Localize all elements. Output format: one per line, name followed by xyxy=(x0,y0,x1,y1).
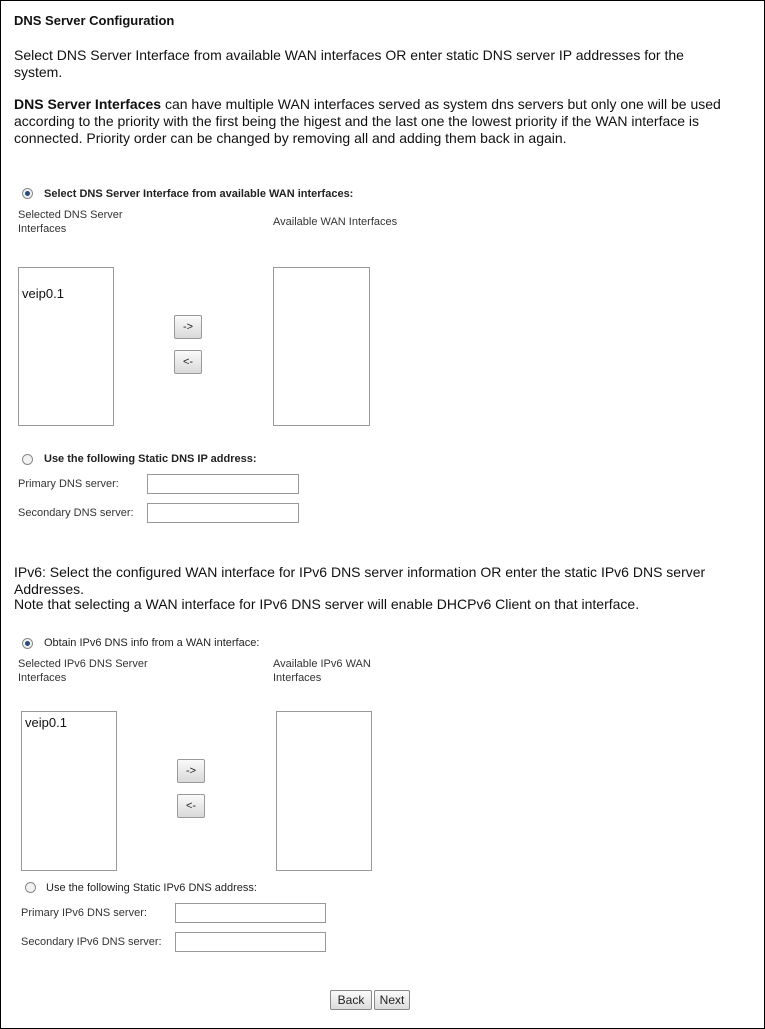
available-wan-interfaces-list[interactable] xyxy=(273,267,370,426)
list-item[interactable]: veip0.1 xyxy=(25,715,67,730)
add-ipv6-interface-button[interactable]: -> xyxy=(177,759,205,783)
primary-dns-input[interactable] xyxy=(147,474,299,494)
next-button[interactable]: Next xyxy=(374,990,410,1010)
interfaces-description-text: can have multiple WAN interfaces served as system dns servers but only one will be used according to the priority with the first being the higest and the last one the lowest priority if the WAN interface is connected. Priority order can be changed by removing all and adding them back in again. xyxy=(14,96,721,146)
selected-ipv6-dns-interfaces-list[interactable] xyxy=(21,711,117,871)
intro-text: Select DNS Server Interface from available WAN interfaces OR enter static DNS server IP addresses for the system. xyxy=(14,47,684,80)
secondary-ipv6-dns-input[interactable] xyxy=(175,932,326,952)
static-dns-label: Use the following Static DNS IP address: xyxy=(44,453,257,465)
add-interface-button[interactable]: -> xyxy=(174,315,202,339)
select-dns-interface-label: Select DNS Server Interface from available WAN interfaces: xyxy=(44,188,354,200)
primary-dns-label: Primary DNS server: xyxy=(18,478,119,490)
static-dns-radio[interactable] xyxy=(22,454,33,465)
secondary-ipv6-dns-label: Secondary IPv6 DNS server: xyxy=(21,936,162,948)
secondary-dns-input[interactable] xyxy=(147,503,299,523)
selected-dns-interfaces-list[interactable] xyxy=(18,267,114,426)
select-dns-interface-radio[interactable] xyxy=(22,188,33,199)
static-ipv6-dns-label: Use the following Static IPv6 DNS address: xyxy=(46,882,257,894)
back-button[interactable]: Back xyxy=(330,990,372,1010)
static-ipv6-dns-radio[interactable] xyxy=(25,882,36,893)
obtain-ipv6-dns-label: Obtain IPv6 DNS info from a WAN interface: xyxy=(44,637,260,649)
primary-ipv6-dns-input[interactable] xyxy=(175,903,326,923)
ipv6-intro-text: IPv6: Select the configured WAN interface for IPv6 DNS server information OR enter the static IPv6 DNS server Addresses. xyxy=(14,564,706,597)
selected-ipv6-dns-list-label: Selected IPv6 DNS Server Interfaces xyxy=(18,658,148,684)
available-ipv6-wan-interfaces-list[interactable] xyxy=(276,711,372,871)
obtain-ipv6-dns-radio[interactable] xyxy=(22,638,33,649)
primary-ipv6-dns-label: Primary IPv6 DNS server: xyxy=(21,907,147,919)
page-title: DNS Server Configuration xyxy=(14,13,175,28)
remove-interface-button[interactable]: <- xyxy=(174,350,202,374)
interfaces-description xyxy=(14,96,734,147)
remove-ipv6-interface-button[interactable]: <- xyxy=(177,794,205,818)
available-wan-list-label: Available WAN Interfaces xyxy=(273,216,398,228)
ipv6-note-text: Note that selecting a WAN interface for IPv6 DNS server will enable DHCPv6 Client on that interface. xyxy=(14,596,640,612)
selected-dns-list-label: Selected DNS Server Interfaces xyxy=(18,209,123,235)
available-ipv6-wan-list-label: Available IPv6 WAN Interfaces xyxy=(273,658,371,684)
secondary-dns-label: Secondary DNS server: xyxy=(18,507,134,519)
list-item[interactable]: veip0.1 xyxy=(22,286,64,301)
interfaces-description-bold: DNS Server Interfaces xyxy=(14,96,162,112)
